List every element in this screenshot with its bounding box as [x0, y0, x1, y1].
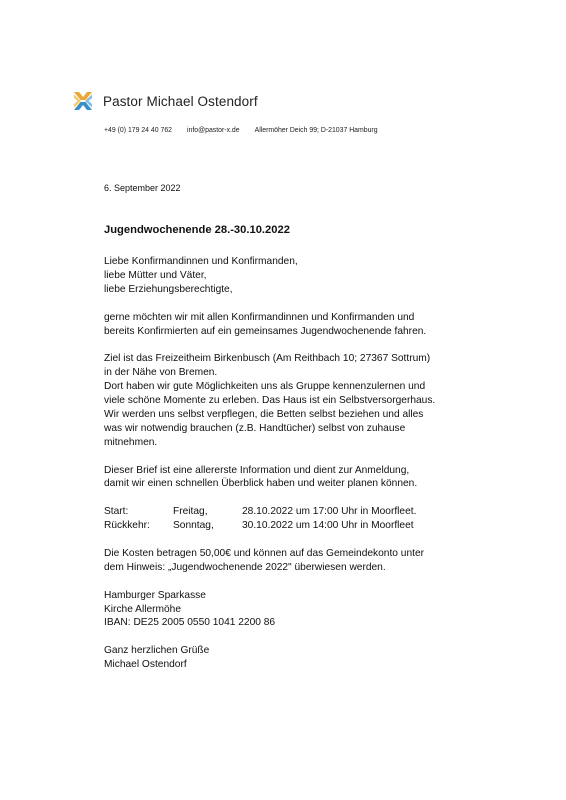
iban: IBAN: DE25 2005 0550 1041 2200 86 [104, 617, 276, 629]
info-paragraph [104, 464, 494, 492]
salutation [104, 255, 494, 297]
account-holder: Kirche Allermöhe [104, 603, 182, 615]
letter-subject: Jugendwochenende 28.-30.10.2022 [104, 224, 290, 236]
letter-date: 6. September 2022 [104, 183, 181, 193]
text-line: in der Nähe von Bremen. [104, 367, 218, 379]
text-line: damit wir einen schnellen Überblick haben und weiter planen können. [104, 478, 418, 490]
salutation-line: liebe Erziehungsberechtigte, [104, 283, 233, 295]
brand-name: Pastor Michael Ostendorf [103, 93, 258, 109]
schedule-row-start [104, 505, 494, 519]
text-line: bereits Konfirmierten auf ein gemeinsames Jugendwochenende fahren. [104, 325, 427, 337]
salutation-line: liebe Mütter und Väter, [104, 269, 207, 281]
letterhead [72, 90, 258, 112]
text-line: mitnehmen. [104, 436, 158, 448]
text-line: gerne möchten wir mit allen Konfirmandinnen und Konfirmanden und [104, 311, 415, 323]
schedule-row-return [104, 519, 494, 533]
schedule-day: Sonntag, [173, 520, 214, 532]
salutation-line: Liebe Konfirmandinnen und Konfirmanden, [104, 256, 298, 267]
schedule-label: Start: [104, 506, 129, 518]
schedule-text: 28.10.2022 um 17:00 Uhr in Moorfleet. [242, 506, 417, 518]
text-line: Dieser Brief ist eine allererste Information und dient zur Anmeldung, [104, 464, 410, 476]
schedule-label: Rückkehr: [104, 520, 150, 532]
bank-name: Hamburger Sparkasse [104, 589, 206, 601]
cross-logo-icon [72, 90, 94, 112]
contact-line [104, 127, 393, 134]
schedule-day: Freitag, [173, 506, 208, 518]
phone-number: +49 (0) 179 24 40 762 [104, 127, 173, 134]
text-line: was wir notwendig brauchen (z.B. Handtücher) selbst von zuhause [104, 422, 406, 434]
closing [104, 644, 494, 672]
schedule [104, 505, 494, 533]
text-line: Die Kosten betragen 50,00€ und können auf das Gemeindekonto unter [104, 547, 425, 559]
signature-name: Michael Ostendorf [104, 659, 187, 671]
text-line: Wir werden uns selbst verpflegen, die Betten selbst beziehen und alles [104, 408, 424, 420]
postal-address: Allermöher Deich 99; D-21037 Hamburg [254, 127, 378, 134]
intro-paragraph [104, 311, 494, 339]
text-line: viele schöne Momente zu erleben. Das Haus ist ein Selbstversorgerhaus. [104, 395, 436, 407]
text-line: dem Hinweis: „Jugendwochenende 2022" überwiesen werden. [104, 561, 386, 573]
text-line: Dort haben wir gute Möglichkeiten uns als Gruppe kennenzulernen und [104, 381, 426, 393]
bank-details [104, 589, 494, 631]
costs-paragraph [104, 547, 494, 575]
email-address: info@pastor-x.de [187, 127, 240, 134]
text-line: Ziel ist das Freizeitheim Birkenbusch (Am Reithbach 10; 27367 Sottrum) [104, 353, 431, 365]
destination-paragraph [104, 352, 494, 449]
closing-greeting: Ganz herzlichen Grüße [104, 645, 210, 657]
letter-body [104, 255, 494, 686]
schedule-text: 30.10.2022 um 14:00 Uhr in Moorfleet [242, 520, 414, 532]
